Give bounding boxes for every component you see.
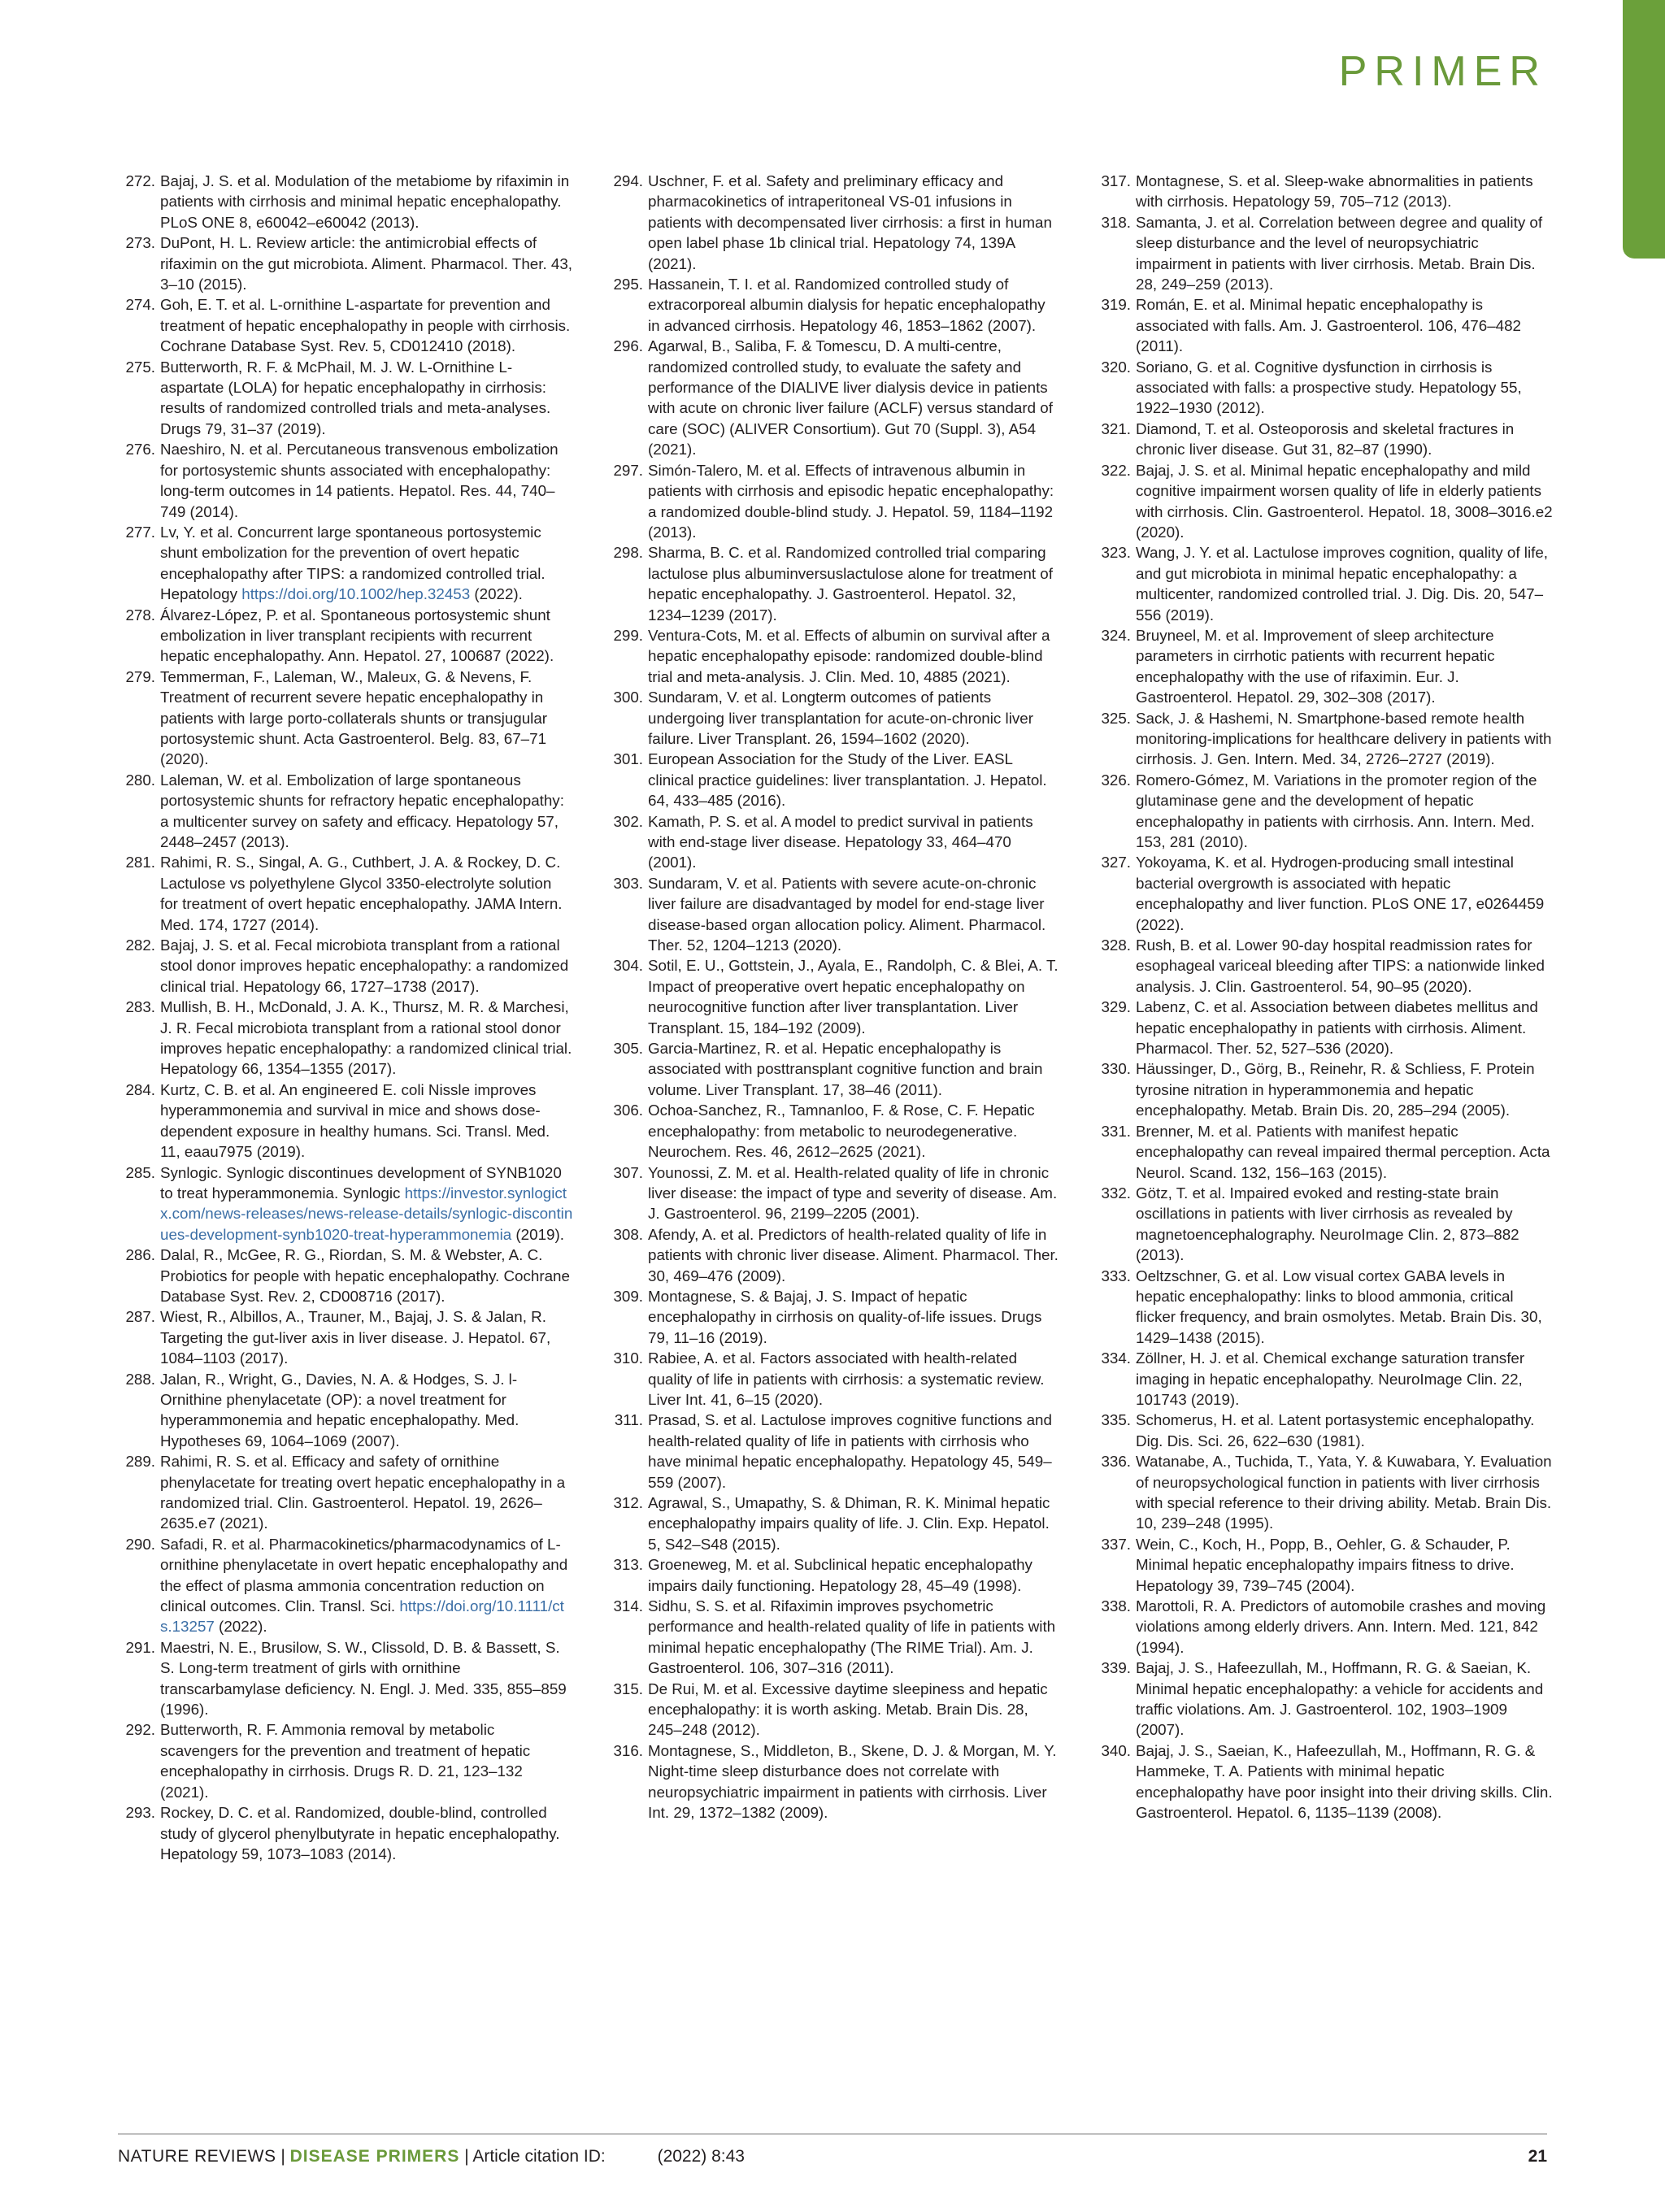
reference-citation: Groeneweg, M. et al. Subclinical hepatic encephalopathy impairs daily functioning. Hepatology 28, 45–49 (1998). bbox=[648, 1556, 1032, 1594]
reference-number: 288. bbox=[125, 1370, 155, 1388]
reference-entry bbox=[606, 811, 1061, 873]
reference-citation: Wein, C., Koch, H., Popp, B., Oehler, G. & Schauder, P. Minimal hepatic encephalopathy impairs fitness to drive. Hepatology 39, 739–745 (2004). bbox=[1136, 1535, 1515, 1594]
reference-entry bbox=[606, 542, 1061, 625]
reference-year: (2022). bbox=[470, 585, 523, 603]
reference-entry bbox=[118, 522, 573, 605]
reference-text bbox=[160, 171, 573, 232]
reference-number: 300. bbox=[613, 689, 643, 706]
reference-entry bbox=[118, 1451, 573, 1534]
reference-citation: Maestri, N. E., Brusilow, S. W., Clissold, D. B. & Bassett, S. S. Long-term treatment of girls with ornithine transcarbamylase deficiency. N. Engl. J. Med. 335, 855–859 (1996). bbox=[160, 1638, 567, 1719]
reference-number: 334. bbox=[1101, 1349, 1131, 1367]
reference-number: 307. bbox=[613, 1163, 643, 1181]
reference-number: 331. bbox=[1101, 1122, 1131, 1140]
reference-text bbox=[648, 460, 1061, 543]
reference-entry bbox=[606, 873, 1061, 956]
reference-citation: Álvarez-López, P. et al. Spontaneous portosystemic shunt embolization in liver transplant recipients with recurrent hepatic encephalopathy. Ann. Hepatol. 27, 100687 (2022). bbox=[160, 606, 554, 665]
reference-text bbox=[648, 336, 1061, 459]
reference-citation: Ventura-Cots, M. et al. Effects of albumin on survival after a hepatic encephalopathy episode: randomized double-blind trial and meta-analysis. J. Clin. Med. 10, 4885 (2021). bbox=[648, 626, 1050, 685]
reference-entry bbox=[1093, 1121, 1553, 1183]
reference-citation: Rabiee, A. et al. Factors associated with health-related quality of life in patients with cirrhosis: a systematic review. Liver Int. 41, 6–15 (2020). bbox=[648, 1349, 1045, 1408]
reference-number: 316. bbox=[613, 1741, 643, 1759]
reference-citation: Watanabe, A., Tuchida, T., Yata, Y. & Kuwabara, Y. Evaluation of neuropsychological function in patients with liver cirrhosis with special reference to their driving ability. Metab. Brain Dis. 10, 239–248 (1995). bbox=[1136, 1453, 1552, 1532]
reference-entry bbox=[606, 687, 1061, 749]
footer-divider bbox=[118, 2133, 1547, 2135]
reference-text bbox=[1136, 852, 1553, 935]
reference-number: 327. bbox=[1101, 854, 1131, 871]
reference-entry bbox=[118, 770, 573, 853]
reference-entry bbox=[1093, 1348, 1553, 1410]
reference-number: 314. bbox=[613, 1597, 643, 1615]
reference-entry bbox=[118, 997, 573, 1080]
reference-citation: Rahimi, R. S. et al. Efficacy and safety of ornithine phenylacetate for treating overt hepatic encephalopathy in a randomized trial. Clin. Gastroenterol. Hepatol. 19, 2626–2635.e7 (2021). bbox=[160, 1453, 566, 1532]
reference-number: 282. bbox=[125, 937, 155, 954]
reference-text bbox=[1136, 542, 1553, 625]
reference-entry bbox=[606, 1554, 1061, 1596]
footer-separator: | bbox=[280, 2147, 285, 2166]
reference-entry bbox=[118, 1534, 573, 1637]
reference-number: 297. bbox=[613, 461, 643, 479]
reference-entry bbox=[1093, 625, 1553, 708]
reference-citation: Diamond, T. et al. Osteoporosis and skeletal fractures in chronic liver disease. Gut 31, 82–87 (1990). bbox=[1136, 419, 1515, 458]
reference-text bbox=[648, 1679, 1061, 1740]
reference-citation: Samanta, J. et al. Correlation between degree and quality of sleep disturbance and the level of neuropsychiatric impairment in patients with liver cirrhosis. Metab. Brain Dis. 28, 249–259 (2013). bbox=[1136, 213, 1543, 293]
reference-text bbox=[160, 1080, 573, 1162]
reference-text bbox=[648, 749, 1061, 810]
reference-text bbox=[160, 439, 573, 522]
reference-number: 320. bbox=[1101, 358, 1131, 376]
footer bbox=[118, 2146, 1547, 2167]
reference-number: 335. bbox=[1101, 1411, 1131, 1429]
reference-citation: Synlogic. Synlogic discontinues development of SYNB1020 to treat hyperammonemia. Synlogic bbox=[160, 1163, 562, 1202]
reference-text bbox=[1136, 419, 1553, 460]
reference-text bbox=[160, 935, 573, 997]
reference-number: 281. bbox=[125, 854, 155, 871]
reference-text bbox=[648, 1224, 1061, 1286]
reference-number: 296. bbox=[613, 337, 643, 355]
reference-entry bbox=[118, 1080, 573, 1162]
reference-entry bbox=[1093, 935, 1553, 997]
reference-text bbox=[648, 1038, 1061, 1100]
reference-citation: Götz, T. et al. Impaired evoked and resting-state brain oscillations in patients with liver cirrhosis as revealed by magnetoencephalography. NeuroImage Clin. 2, 873–882 (2013). bbox=[1136, 1184, 1519, 1264]
reference-number: 330. bbox=[1101, 1060, 1131, 1078]
reference-number: 278. bbox=[125, 606, 155, 624]
reference-entry bbox=[606, 1410, 1061, 1493]
reference-number: 308. bbox=[613, 1225, 643, 1243]
reference-entry bbox=[118, 439, 573, 522]
reference-number: 293. bbox=[125, 1804, 155, 1822]
reference-entry bbox=[118, 1719, 573, 1802]
reference-text bbox=[1136, 1451, 1553, 1534]
reference-number: 306. bbox=[613, 1102, 643, 1119]
reference-number: 280. bbox=[125, 771, 155, 789]
reference-number: 273. bbox=[125, 234, 155, 252]
reference-citation: Butterworth, R. F. & McPhail, M. J. W. L-Ornithine L-aspartate (LOLA) for hepatic encephalopathy in cirrhosis: results of randomized controlled trials and meta-analyses. Drugs 79, 31–37 (2019). bbox=[160, 358, 551, 437]
reference-citation: Bajaj, J. S., Hafeezullah, M., Hoffmann, R. G. & Saeian, K. Minimal hepatic encephalopathy: a vehicle for accidents and traffic violations. Am. J. Gastroenterol. 102, 1903–1909 (2007). bbox=[1136, 1659, 1544, 1739]
reference-number: 337. bbox=[1101, 1535, 1131, 1553]
reference-entry bbox=[606, 955, 1061, 1038]
reference-text bbox=[1136, 357, 1553, 419]
reference-link[interactable]: https://investor.synlogictx.com/news-releases/news-release-details/synlogic-discontinues-development-synb1020-treat-hyperammonemia bbox=[160, 1184, 573, 1243]
reference-entry bbox=[118, 1802, 573, 1864]
reference-citation: Román, E. et al. Minimal hepatic encephalopathy is associated with falls. Am. J. Gastroenterol. 106, 476–482 (2011). bbox=[1136, 296, 1521, 355]
reference-number: 326. bbox=[1101, 771, 1131, 789]
reference-text bbox=[1136, 770, 1553, 853]
reference-entry bbox=[606, 625, 1061, 687]
reference-text bbox=[648, 1596, 1061, 1679]
reference-text bbox=[648, 1554, 1061, 1596]
reference-entry bbox=[118, 1245, 573, 1306]
reference-entry bbox=[1093, 542, 1553, 625]
reference-text bbox=[1136, 708, 1553, 770]
reference-text bbox=[648, 274, 1061, 336]
reference-citation: Hassanein, T. I. et al. Randomized controlled study of extracorporeal albumin dialysis for hepatic encephalopathy in advanced cirrhosis. Hepatology 46, 1853–1862 (2007). bbox=[648, 276, 1046, 334]
reference-citation: Sidhu, S. S. et al. Rifaximin improves psychometric performance and health-related quality of life in patients with minimal hepatic encephalopathy (The RIME Trial). Am. J. Gastroenterol. 106, 307–316 (2011). bbox=[648, 1597, 1056, 1677]
citation-label: Article citation ID: bbox=[472, 2147, 606, 2166]
reference-number: 328. bbox=[1101, 937, 1131, 954]
reference-number: 336. bbox=[1101, 1453, 1131, 1471]
reference-entry bbox=[1093, 1596, 1553, 1658]
reference-entry bbox=[1093, 770, 1553, 853]
reference-number: 292. bbox=[125, 1721, 155, 1739]
reference-citation: Montagnese, S. et al. Sleep-wake abnormalities in patients with cirrhosis. Hepatology 59, 705–712 (2013). bbox=[1136, 172, 1533, 211]
reference-entry bbox=[118, 667, 573, 770]
reference-number: 332. bbox=[1101, 1184, 1131, 1202]
reference-text bbox=[648, 1162, 1061, 1224]
reference-entry bbox=[118, 171, 573, 232]
reference-number: 277. bbox=[125, 523, 155, 541]
reference-citation: Brenner, M. et al. Patients with manifest hepatic encephalopathy can reveal impaired thermal perception. Acta Neurol. Scand. 132, 156–163 (2015). bbox=[1136, 1122, 1550, 1181]
reference-citation: Sharma, B. C. et al. Randomized controlled trial comparing lactulose plus albuminversuslactulose alone for treatment of hepatic encephalopathy. J. Gastroenterol. Hepatol. 32, 1234–1239 (2017). bbox=[648, 544, 1053, 624]
reference-number: 303. bbox=[613, 874, 643, 892]
reference-entry bbox=[606, 1162, 1061, 1224]
reference-entry bbox=[606, 1038, 1061, 1100]
reference-number: 305. bbox=[613, 1040, 643, 1058]
reference-entry bbox=[1093, 294, 1553, 356]
reference-citation: Garcia-Martinez, R. et al. Hepatic encephalopathy is associated with posttransplant cognitive function and brain volume. Liver Transplant. 17, 38–46 (2011). bbox=[648, 1040, 1043, 1098]
reference-citation: Goh, E. T. et al. L-ornithine L-aspartate for prevention and treatment of hepatic encephalopathy in people with cirrhosis. Cochrane Database Syst. Rev. 5, CD012410 (2018). bbox=[160, 296, 571, 355]
journal-name: NATURE REVIEWS bbox=[118, 2147, 276, 2166]
reference-text bbox=[160, 1306, 573, 1368]
reference-entry bbox=[1093, 1266, 1553, 1349]
reference-number: 310. bbox=[613, 1349, 643, 1367]
reference-entry bbox=[1093, 171, 1553, 212]
reference-citation: Bruyneel, M. et al. Improvement of sleep architecture parameters in cirrhotic patients with recurrent hepatic encephalopathy with the use of rifaximin. Eur. J. Gastroenterol. Hepatol. 29, 302–308 (2017). bbox=[1136, 626, 1495, 706]
reference-citation: Labenz, C. et al. Association between diabetes mellitus and hepatic encephalopathy in patients with cirrhosis. Aliment. Pharmacol. Ther. 52, 527–536 (2020). bbox=[1136, 998, 1538, 1058]
reference-number: 317. bbox=[1101, 172, 1131, 189]
reference-citation: Simón-Talero, M. et al. Effects of intravenous albumin in patients with cirrhosis and episodic hepatic encephalopathy: a randomized double-blind study. J. Hepatol. 59, 1184–1192 (2013). bbox=[648, 461, 1054, 541]
reference-text bbox=[648, 1348, 1061, 1410]
reference-link[interactable]: https://doi.org/10.1002/hep.32453 bbox=[241, 585, 471, 603]
reference-entry bbox=[118, 232, 573, 294]
reference-entry bbox=[118, 1306, 573, 1368]
reference-entry bbox=[606, 1679, 1061, 1740]
reference-text bbox=[160, 1637, 573, 1720]
reference-citation: Safadi, R. et al. Pharmacokinetics/pharmacodynamics of L-ornithine phenylacetate in overt hepatic encephalopathy and the effect of plasma ammonia concentration reduction on clinical outcomes. Clin. Transl. Sci. bbox=[160, 1535, 568, 1615]
reference-citation: Agarwal, B., Saliba, F. & Tomescu, D. A multi-centre, randomized controlled study, to evaluate the safety and performance of the DIALIVE liver dialysis device in patients with acute on chronic liver failure (ACLF) versus standard of care (SOC) (ALIVER Consortium). Gut 70 (Suppl. 3), A54 (2021). bbox=[648, 337, 1053, 458]
reference-citation: Naeshiro, N. et al. Percutaneous transvenous embolization for portosystemic shunts associated with encephalopathy: long-term outcomes in 14 patients. Hepatol. Res. 44, 740–749 (2014). bbox=[160, 441, 559, 520]
reference-citation: Lv, Y. et al. Concurrent large spontaneous portosystemic shunt embolization for the prevention of overt hepatic encephalopathy after TIPS: a randomized controlled trial. Hepatology bbox=[160, 523, 546, 603]
reference-text bbox=[160, 232, 573, 294]
footer-separator: | bbox=[464, 2147, 469, 2166]
reference-text bbox=[160, 997, 573, 1080]
reference-citation: Zöllner, H. J. et al. Chemical exchange saturation transfer imaging in hepatic encephalopathy. NeuroImage Clin. 22, 101743 (2019). bbox=[1136, 1349, 1525, 1408]
reference-text bbox=[1136, 625, 1553, 708]
reference-number: 272. bbox=[125, 172, 155, 189]
reference-citation: Wiest, R., Albillos, A., Trauner, M., Bajaj, J. S. & Jalan, R. Targeting the gut-liver axis in liver disease. J. Hepatol. 67, 1084–1103 (2017). bbox=[160, 1308, 551, 1367]
reference-link[interactable]: https://doi.org/10.1111/cts.13257 bbox=[160, 1597, 564, 1636]
reference-text bbox=[1136, 1183, 1553, 1266]
reference-number: 299. bbox=[613, 626, 643, 644]
reference-text bbox=[160, 667, 573, 770]
reference-number: 340. bbox=[1101, 1741, 1131, 1759]
reference-entry bbox=[1093, 212, 1553, 295]
reference-text bbox=[1136, 1534, 1553, 1596]
reference-text bbox=[160, 1162, 573, 1245]
reference-text bbox=[160, 522, 573, 605]
reference-number: 324. bbox=[1101, 626, 1131, 644]
reference-entry bbox=[1093, 419, 1553, 460]
reference-citation: Sundaram, V. et al. Longterm outcomes of patients undergoing liver transplantation for acute-on-chronic liver failure. Liver Transplant. 26, 1594–1602 (2020). bbox=[648, 689, 1033, 747]
reference-number: 294. bbox=[613, 172, 643, 189]
reference-citation: Häussinger, D., Görg, B., Reinehr, R. & Schliess, F. Protein tyrosine nitration in hyperammonemia and hepatic encephalopathy. Metab. Brain Dis. 20, 285–294 (2005). bbox=[1136, 1060, 1535, 1119]
reference-column-3 bbox=[1093, 171, 1553, 1823]
reference-citation: Sotil, E. U., Gottstein, J., Ayala, E., Randolph, C. & Blei, A. T. Impact of preoperative overt hepatic encephalopathy on neurocognitive function after liver transplantation. Liver Transplant. 15, 184–192 (2009). bbox=[648, 957, 1059, 1036]
reference-citation: Rockey, D. C. et al. Randomized, double-blind, controlled study of glycerol phenylbutyrate in hepatic encephalopathy. Hepatology 59, 1073–1083 (2014). bbox=[160, 1804, 560, 1862]
reference-text bbox=[1136, 212, 1553, 295]
reference-entry bbox=[1093, 1410, 1553, 1451]
reference-citation: Bajaj, J. S. et al. Modulation of the metabiome by rifaximin in patients with cirrhosis and minimal hepatic encephalopathy. PLoS ONE 8, e60042–e60042 (2013). bbox=[160, 172, 570, 231]
reference-entry bbox=[1093, 708, 1553, 770]
reference-entry bbox=[118, 852, 573, 935]
reference-entry bbox=[606, 336, 1061, 459]
reference-citation: Soriano, G. et al. Cognitive dysfunction in cirrhosis is associated with falls: a prospective study. Hepatology 55, 1922–1930 (2012). bbox=[1136, 358, 1522, 417]
reference-citation: Mullish, B. H., McDonald, J. A. K., Thursz, M. R. & Marchesi, J. R. Fecal microbiota transplant from a rational stool donor improves hepatic encephalopathy: a randomized clinical trial. Hepatology 66, 1354–1355 (2017). bbox=[160, 998, 572, 1078]
reference-text bbox=[160, 770, 573, 853]
reference-text bbox=[1136, 997, 1553, 1058]
reference-citation: Oeltzschner, G. et al. Low visual cortex GABA levels in hepatic encephalopathy: links to blood ammonia, critical flicker frequency, and brain osmolytes. Metab. Brain Dis. 30, 1429–1438 (2015). bbox=[1136, 1267, 1542, 1346]
reference-citation: Younossi, Z. M. et al. Health-related quality of life in chronic liver disease: the impact of type and severity of disease. Am. J. Gastroenterol. 96, 2199–2205 (2001). bbox=[648, 1163, 1058, 1223]
reference-text bbox=[160, 1369, 573, 1452]
reference-citation: De Rui, M. et al. Excessive daytime sleepiness and hepatic encephalopathy: it is worth asking. Metab. Brain Dis. 28, 245–248 (2012). bbox=[648, 1680, 1048, 1739]
reference-entry bbox=[606, 1740, 1061, 1823]
reference-citation: Uschner, F. et al. Safety and preliminary efficacy and pharmacokinetics of intraperitoneal VS-01 infusions in patients with decompensated liver cirrhosis: a first in human open label phase 1b clinical trial. Hepatology 74, 139A (2021). bbox=[648, 172, 1052, 272]
reference-entry bbox=[118, 1162, 573, 1245]
reference-text bbox=[1136, 1348, 1553, 1410]
reference-citation: Yokoyama, K. et al. Hydrogen-producing small intestinal bacterial overgrowth is associated with hepatic encephalopathy and liver function. PLoS ONE 17, e0264459 (2022). bbox=[1136, 854, 1545, 933]
reference-citation: Prasad, S. et al. Lactulose improves cognitive functions and health-related quality of life in patients with cirrhosis who have minimal hepatic encephalopathy. Hepatology 45, 549–559 (2007). bbox=[648, 1411, 1052, 1491]
reference-entry bbox=[1093, 1658, 1553, 1740]
reference-text bbox=[648, 1286, 1061, 1348]
reference-number: 323. bbox=[1101, 544, 1131, 562]
reference-text bbox=[648, 542, 1061, 625]
reference-number: 329. bbox=[1101, 998, 1131, 1016]
reference-citation: Dalal, R., McGee, R. G., Riordan, S. M. & Webster, A. C. Probiotics for people with hepatic encephalopathy. Cochrane Database Syst. Rev. 2, CD008716 (2017). bbox=[160, 1246, 570, 1305]
reference-text bbox=[648, 171, 1061, 274]
reference-entry bbox=[1093, 852, 1553, 935]
reference-entry bbox=[1093, 1058, 1553, 1120]
reference-entry bbox=[118, 935, 573, 997]
reference-entry bbox=[606, 460, 1061, 543]
reference-entry bbox=[118, 294, 573, 356]
reference-entry bbox=[1093, 460, 1553, 543]
reference-number: 284. bbox=[125, 1080, 155, 1098]
reference-citation: Bajaj, J. S. et al. Minimal hepatic encephalopathy and mild cognitive impairment worsen quality of life in elderly patients with cirrhosis. Clin. Gastroenterol. Hepatol. 18, 3008–3016.e2 (2020). bbox=[1136, 461, 1553, 541]
reference-number: 333. bbox=[1101, 1267, 1131, 1284]
reference-number: 285. bbox=[125, 1163, 155, 1181]
reference-entry bbox=[606, 1286, 1061, 1348]
reference-citation: Ochoa-Sanchez, R., Tamnanloo, F. & Rose, C. F. Hepatic encephalopathy: from metabolic to neurodegenerative. Neurochem. Res. 46, 2612–2625 (2021). bbox=[648, 1102, 1035, 1161]
reference-number: 286. bbox=[125, 1246, 155, 1264]
reference-text bbox=[648, 811, 1061, 873]
reference-number: 283. bbox=[125, 998, 155, 1016]
reference-number: 315. bbox=[613, 1680, 643, 1697]
reference-entry bbox=[118, 605, 573, 667]
reference-citation: Sack, J. & Hashemi, N. Smartphone-based remote health monitoring-implications for healthcare delivery in patients with cirrhosis. J. Gen. Intern. Med. 34, 2726–2727 (2019). bbox=[1136, 709, 1552, 768]
reference-number: 295. bbox=[613, 276, 643, 293]
reference-citation: Marottoli, R. A. Predictors of automobile crashes and moving violations among elderly drivers. Ann. Intern. Med. 121, 842 (1994). bbox=[1136, 1597, 1546, 1656]
reference-entry bbox=[606, 749, 1061, 810]
reference-entry bbox=[1093, 1183, 1553, 1266]
reference-entry bbox=[606, 1100, 1061, 1162]
reference-citation: Montagnese, S. & Bajaj, J. S. Impact of hepatic encephalopathy in cirrhosis on quality-of-life issues. Drugs 79, 11–16 (2019). bbox=[648, 1287, 1042, 1346]
reference-citation: Montagnese, S., Middleton, B., Skene, D. J. & Morgan, M. Y. Night-time sleep disturbance does not correlate with neuropsychiatric impairment in patients with cirrhosis. Liver Int. 29, 1372–1382 (2009). bbox=[648, 1741, 1057, 1822]
reference-citation: Sundaram, V. et al. Patients with severe acute-on-chronic liver failure are disadvantaged by model for end-stage liver disease-based organ allocation policy. Aliment. Pharmacol. Ther. 52, 1204–1213 (2020). bbox=[648, 874, 1046, 954]
reference-number: 321. bbox=[1101, 419, 1131, 437]
series-name: DISEASE PRIMERS bbox=[289, 2147, 460, 2166]
reference-citation: Kamath, P. S. et al. A model to predict survival in patients with end-stage liver disease. Hepatology 33, 464–470 (2001). bbox=[648, 812, 1033, 871]
reference-text bbox=[1136, 460, 1553, 543]
reference-entry bbox=[606, 1348, 1061, 1410]
reference-year: (2019). bbox=[511, 1225, 564, 1243]
reference-text bbox=[160, 1451, 573, 1534]
reference-citation: Temmerman, F., Laleman, W., Maleux, G. & Nevens, F. Treatment of recurrent severe hepatic encephalopathy in patients with large porto-collaterals shunts or transjugular portosystemic shunt. Acta Gastroenterol. Belg. 83, 67–71 (2020). bbox=[160, 667, 548, 768]
reference-citation: Rush, B. et al. Lower 90-day hospital readmission rates for esophageal variceal bleeding after TIPS: a nationwide linked analysis. J. Clin. Gastroenterol. 54, 90–95 (2020). bbox=[1136, 937, 1545, 995]
reference-number: 287. bbox=[125, 1308, 155, 1326]
reference-number: 325. bbox=[1101, 709, 1131, 727]
reference-number: 301. bbox=[613, 750, 643, 768]
reference-number: 339. bbox=[1101, 1659, 1131, 1677]
reference-citation: Romero-Gómez, M. Variations in the promoter region of the glutaminase gene and the development of hepatic encephalopathy in patients with cirrhosis. Ann. Intern. Med. 153, 281 (2010). bbox=[1136, 771, 1537, 850]
reference-citation: Bajaj, J. S., Saeian, K., Hafeezullah, M., Hoffmann, R. G. & Hammeke, T. A. Patients with minimal hepatic encephalopathy have poor insight into their driving skills. Clin. Gastroenterol. Hepatol. 6, 1135–1139 (2008). bbox=[1136, 1741, 1553, 1822]
section-label: PRIMER bbox=[1338, 48, 1547, 95]
reference-number: 309. bbox=[613, 1287, 643, 1305]
reference-entry bbox=[1093, 357, 1553, 419]
reference-entry bbox=[118, 1369, 573, 1452]
reference-number: 298. bbox=[613, 544, 643, 562]
reference-text bbox=[648, 1740, 1061, 1823]
reference-citation: Laleman, W. et al. Embolization of large spontaneous portosystemic shunts for refractory hepatic encephalopathy: a multicenter survey on safety and efficacy. Hepatology 57, 2448–2457 (2013). bbox=[160, 771, 564, 850]
reference-text bbox=[648, 873, 1061, 956]
reference-text bbox=[648, 1410, 1061, 1493]
reference-citation: Agrawal, S., Umapathy, S. & Dhiman, R. K. Minimal hepatic encephalopathy impairs quality of life. J. Clin. Exp. Hepatol. 5, S42–S48 (2015). bbox=[648, 1494, 1050, 1553]
reference-text bbox=[160, 852, 573, 935]
reference-text bbox=[160, 294, 573, 356]
reference-text bbox=[1136, 1121, 1553, 1183]
reference-entry bbox=[1093, 1534, 1553, 1596]
reference-text bbox=[648, 625, 1061, 687]
reference-number: 274. bbox=[125, 296, 155, 314]
reference-text bbox=[160, 1534, 573, 1637]
reference-text bbox=[1136, 171, 1553, 212]
reference-column-1 bbox=[118, 171, 573, 1864]
reference-text bbox=[648, 955, 1061, 1038]
reference-citation: Wang, J. Y. et al. Lactulose improves cognition, quality of life, and gut microbiota in minimal hepatic encephalopathy: a multicenter, randomized controlled trial. J. Dig. Dis. 20, 547–556 (2019). bbox=[1136, 544, 1549, 624]
reference-text bbox=[1136, 1658, 1553, 1740]
page-number: 21 bbox=[1528, 2147, 1547, 2166]
reference-entry bbox=[606, 1224, 1061, 1286]
reference-entry bbox=[606, 274, 1061, 336]
reference-text bbox=[648, 687, 1061, 749]
reference-entry bbox=[606, 171, 1061, 274]
reference-text bbox=[648, 1493, 1061, 1554]
reference-citation: Kurtz, C. B. et al. An engineered E. coli Nissle improves hyperammonemia and survival in mice and shows dose-dependent exposure in healthy humans. Sci. Transl. Med. 11, eaau7975 (2019). bbox=[160, 1080, 550, 1161]
reference-citation: Schomerus, H. et al. Latent portasystemic encephalopathy. Dig. Dis. Sci. 26, 622–630 (1981). bbox=[1136, 1411, 1535, 1449]
reference-text bbox=[648, 1100, 1061, 1162]
citation-value: (2022) 8:43 bbox=[657, 2147, 745, 2166]
reference-entry bbox=[606, 1596, 1061, 1679]
reference-number: 304. bbox=[613, 957, 643, 975]
reference-text bbox=[1136, 1596, 1553, 1658]
reference-number: 338. bbox=[1101, 1597, 1131, 1615]
reference-entry bbox=[1093, 1740, 1553, 1823]
reference-number: 289. bbox=[125, 1453, 155, 1471]
reference-citation: Rahimi, R. S., Singal, A. G., Cuthbert, J. A. & Rockey, D. C. Lactulose vs polyethylene Glycol 3350-electrolyte solution for treatment of overt hepatic encephalopathy. JAMA Intern. Med. 174, 1727 (2014). bbox=[160, 854, 563, 933]
reference-number: 312. bbox=[613, 1494, 643, 1511]
reference-text bbox=[1136, 935, 1553, 997]
reference-column-2 bbox=[606, 171, 1061, 1823]
reference-number: 290. bbox=[125, 1535, 155, 1553]
reference-citation: Butterworth, R. F. Ammonia removal by metabolic scavengers for the prevention and treatment of hepatic encephalopathy in cirrhosis. Drugs R. D. 21, 123–132 (2021). bbox=[160, 1721, 531, 1801]
reference-number: 313. bbox=[613, 1556, 643, 1574]
reference-number: 291. bbox=[125, 1638, 155, 1656]
reference-number: 279. bbox=[125, 667, 155, 685]
reference-entry bbox=[1093, 1451, 1553, 1534]
reference-text bbox=[160, 1802, 573, 1864]
reference-number: 275. bbox=[125, 358, 155, 376]
reference-number: 302. bbox=[613, 812, 643, 830]
reference-year: (2022). bbox=[214, 1618, 267, 1636]
reference-number: 318. bbox=[1101, 213, 1131, 231]
reference-text bbox=[160, 357, 573, 440]
reference-citation: DuPont, H. L. Review article: the antimicrobial effects of rifaximin on the gut microbiota. Aliment. Pharmacol. Ther. 43, 3–10 (2015). bbox=[160, 234, 572, 293]
reference-citation: Afendy, A. et al. Predictors of health-related quality of life in patients with chronic liver disease. Aliment. Pharmacol. Ther. 30, 469–476 (2009). bbox=[648, 1225, 1059, 1284]
reference-number: 311. bbox=[614, 1411, 643, 1429]
reference-text bbox=[160, 1719, 573, 1802]
reference-citation: Bajaj, J. S. et al. Fecal microbiota transplant from a rational stool donor improves hepatic encephalopathy: a randomized clinical trial. Hepatology 66, 1727–1738 (2017). bbox=[160, 937, 569, 995]
reference-number: 276. bbox=[125, 441, 155, 458]
reference-number: 319. bbox=[1101, 296, 1131, 314]
reference-text bbox=[1136, 1740, 1553, 1823]
reference-number: 322. bbox=[1101, 461, 1131, 479]
reference-text bbox=[160, 1245, 573, 1306]
reference-text bbox=[1136, 1058, 1553, 1120]
section-side-tab bbox=[1623, 0, 1665, 259]
reference-citation: European Association for the Study of the Liver. EASL clinical practice guidelines: liver transplantation. J. Hepatol. 64, 433–485 (2016). bbox=[648, 750, 1047, 810]
reference-entry bbox=[118, 357, 573, 440]
reference-entry bbox=[1093, 997, 1553, 1058]
reference-text bbox=[1136, 1266, 1553, 1349]
reference-citation: Jalan, R., Wright, G., Davies, N. A. & Hodges, S. J. l-Ornithine phenylacetate (OP): a novel treatment for hyperammonemia and hepatic encephalopathy. Med. Hypotheses 69, 1064–1069 (2007). bbox=[160, 1370, 519, 1449]
reference-entry bbox=[606, 1493, 1061, 1554]
reference-text bbox=[1136, 294, 1553, 356]
reference-entry bbox=[118, 1637, 573, 1720]
reference-text bbox=[1136, 1410, 1553, 1451]
reference-text bbox=[160, 605, 573, 667]
